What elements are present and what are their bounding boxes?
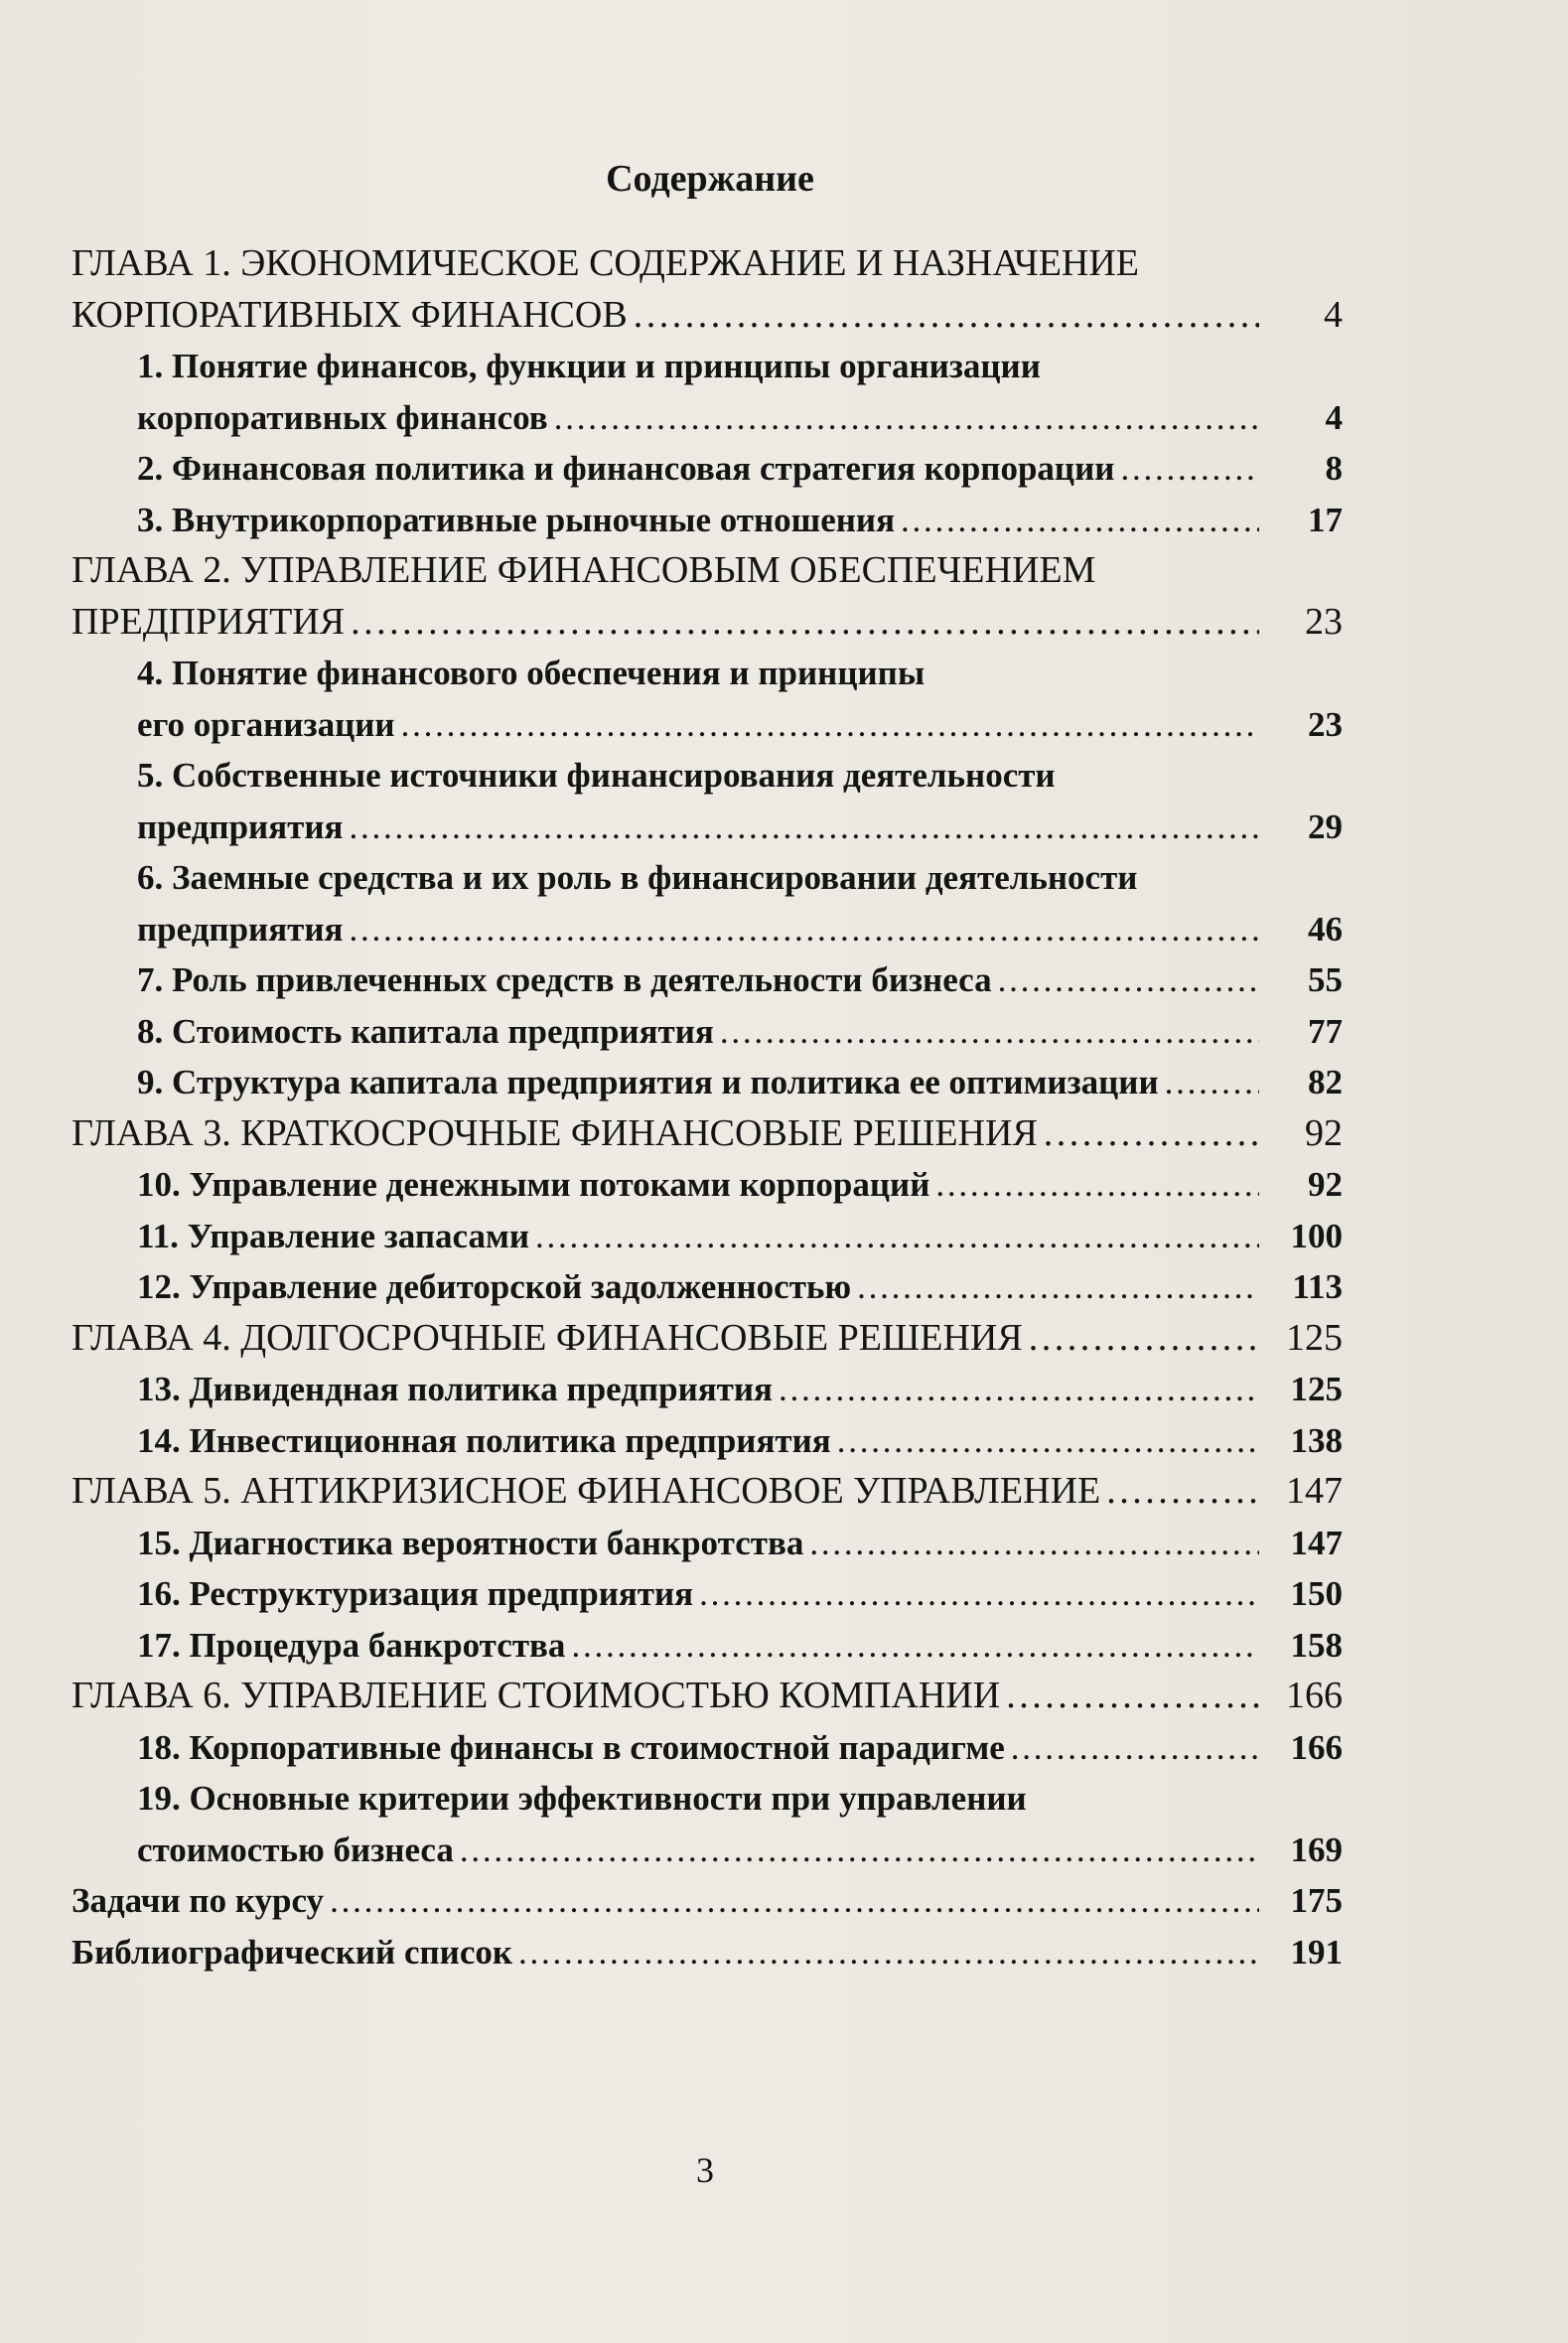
toc-section-entry[interactable]	[71, 1364, 1343, 1415]
toc-page-number: 17	[1308, 500, 1343, 539]
toc-entry-line	[71, 1875, 1343, 1927]
toc-section-entry[interactable]	[71, 1722, 1343, 1774]
toc-entry-title: 3. Внутрикорпоративные рыночные отношения	[137, 500, 896, 539]
dot-leader	[699, 1568, 1259, 1620]
dot-leader	[935, 1159, 1259, 1211]
toc-page-number: 92	[1305, 1111, 1343, 1154]
toc-entry-line	[137, 1364, 1343, 1415]
toc-entry-line	[71, 597, 1343, 649]
page-number: 3	[696, 2150, 714, 2190]
dot-leader	[901, 495, 1259, 546]
toc-entry-title: ПРЕДПРИЯТИЯ	[71, 600, 346, 643]
toc-entry-title: корпоративных финансов	[137, 397, 548, 437]
toc-entry-line	[71, 1671, 1343, 1722]
toc-section-entry[interactable]	[71, 495, 1343, 546]
toc-entry-title: 15. Диагностика вероятности банкротства	[137, 1523, 804, 1562]
toc-page-number: 23	[1305, 600, 1343, 643]
toc-section-entry[interactable]	[71, 1415, 1343, 1467]
toc-title: Содержание	[606, 158, 814, 200]
toc-entry-title: КОРПОРАТИВНЫХ ФИНАНСОВ	[71, 293, 628, 336]
toc-entry-title: ГЛАВА 4. ДОЛГОСРОЧНЫЕ ФИНАНСОВЫЕ РЕШЕНИЯ	[71, 1316, 1023, 1359]
dot-leader	[1120, 443, 1259, 495]
toc-page-number: 82	[1308, 1063, 1343, 1101]
toc-page-number: 77	[1308, 1011, 1343, 1051]
toc-page-number: 175	[1290, 1881, 1343, 1920]
toc-entry-title: ГЛАВА 5. АНТИКРИЗИСНОЕ ФИНАНСОВОЕ УПРАВЛЕНИЕ	[71, 1470, 1101, 1512]
toc-appendix-entry[interactable]	[71, 1875, 1343, 1927]
toc-entry-title: ГЛАВА 6. УПРАВЛЕНИЕ СТОИМОСТЬЮ КОМПАНИИ	[71, 1675, 1001, 1716]
toc-entry-title: 16. Реструктуризация предприятия	[137, 1574, 694, 1613]
toc-entry-title: стоимостью бизнеса	[137, 1830, 454, 1869]
toc-entry-line	[137, 1006, 1343, 1058]
toc-page-number: 100	[1290, 1216, 1343, 1255]
toc-entry-title: 10. Управление денежными потоками корпораций	[137, 1165, 930, 1204]
toc-entry-title-line: 6. Заемные средства и их роль в финансировании деятельности	[137, 858, 1138, 897]
toc-page-number: 158	[1290, 1625, 1343, 1665]
toc-entry-title: Задачи по курсу	[71, 1881, 325, 1920]
toc-page-number: 125	[1290, 1370, 1343, 1408]
toc-section-entry[interactable]	[71, 1773, 1343, 1875]
toc-entry-title-line: ГЛАВА 1. ЭКОНОМИЧЕСКОЕ СОДЕРЖАНИЕ И НАЗНАЧЕНИЕ	[71, 242, 1140, 284]
toc-entry-title: 18. Корпоративные финансы в стоимостной парадигме	[137, 1727, 1005, 1767]
dot-leader	[1106, 1466, 1259, 1518]
toc-entry-title: 2. Финансовая политика и финансовая стратегия корпорации	[137, 449, 1115, 488]
toc-entry-title: предприятия	[137, 806, 344, 846]
toc-entry-line	[71, 1466, 1343, 1518]
toc-entry-line	[137, 1620, 1343, 1672]
toc-entry-title-line: 4. Понятие финансового обеспечения и принципы	[137, 654, 926, 692]
toc-chapter-entry[interactable]	[71, 1671, 1343, 1722]
dot-leader	[634, 290, 1259, 342]
toc-entry-title: 12. Управление дебиторской задолженностью	[137, 1267, 852, 1306]
dot-leader	[1029, 1313, 1259, 1365]
toc-section-entry[interactable]	[71, 1620, 1343, 1672]
dot-leader	[1006, 1671, 1259, 1722]
toc-entry-line	[137, 1159, 1343, 1211]
toc-page-number: 23	[1308, 704, 1343, 744]
toc-entry-line	[71, 1927, 1343, 1978]
toc-entry-title: ГЛАВА 3. КРАТКОСРОЧНЫЕ ФИНАНСОВЫЕ РЕШЕНИЯ	[71, 1111, 1038, 1154]
table-of-contents	[71, 238, 1343, 1977]
toc-page-number: 166	[1290, 1727, 1343, 1767]
toc-entry-title: предприятия	[137, 909, 344, 949]
toc-page-number: 92	[1308, 1165, 1343, 1204]
toc-section-entry[interactable]	[71, 443, 1343, 495]
toc-entry-title-line: 5. Собственные источники финансирования деятельности	[137, 756, 1056, 795]
dot-leader	[1044, 1108, 1259, 1160]
toc-entry-line	[71, 1313, 1343, 1365]
dot-leader	[809, 1518, 1259, 1569]
toc-entry-line	[137, 699, 1343, 751]
toc-entry-title: 9. Структура капитала предприятия и политика ее оптимизации	[137, 1063, 1159, 1101]
toc-section-entry[interactable]	[71, 1159, 1343, 1211]
toc-section-entry[interactable]	[71, 852, 1343, 954]
toc-entry-title: 17. Процедура банкротства	[137, 1625, 566, 1665]
toc-entry-line	[137, 1211, 1343, 1262]
toc-entry-line	[137, 495, 1343, 546]
dot-leader	[571, 1620, 1259, 1672]
toc-entry-line	[137, 1057, 1343, 1108]
dot-leader	[1165, 1057, 1259, 1108]
dot-leader	[554, 392, 1259, 444]
toc-entry-title: его организации	[137, 704, 395, 744]
toc-section-entry[interactable]	[71, 1518, 1343, 1569]
toc-entry-line	[137, 904, 1343, 955]
toc-page-number: 147	[1286, 1470, 1343, 1512]
dot-leader	[349, 904, 1259, 955]
dot-leader	[837, 1415, 1259, 1467]
toc-page-number: 169	[1290, 1830, 1343, 1869]
toc-page-number: 147	[1290, 1523, 1343, 1562]
toc-section-entry[interactable]	[71, 954, 1343, 1006]
toc-entry-line	[137, 1415, 1343, 1467]
toc-page-number: 150	[1290, 1574, 1343, 1613]
dot-leader	[857, 1261, 1259, 1313]
toc-section-entry[interactable]	[71, 648, 1343, 750]
toc-section-entry[interactable]	[71, 1261, 1343, 1313]
toc-entry-title-line: ГЛАВА 2. УПРАВЛЕНИЕ ФИНАНСОВЫМ ОБЕСПЕЧЕНИЕМ	[71, 549, 1096, 591]
toc-entry-line	[137, 954, 1343, 1006]
toc-section-entry[interactable]	[71, 1568, 1343, 1620]
toc-entry-title: 7. Роль привлеченных средств в деятельности бизнеса	[137, 960, 992, 999]
toc-entry-line	[137, 1722, 1343, 1774]
toc-entry-line	[71, 1108, 1343, 1160]
toc-entry-line	[137, 392, 1343, 444]
toc-page-number: 46	[1308, 909, 1343, 949]
toc-section-entry[interactable]	[71, 341, 1343, 443]
toc-page-number: 138	[1290, 1420, 1343, 1460]
toc-page-number: 4	[1325, 397, 1343, 437]
dot-leader	[535, 1211, 1259, 1262]
toc-chapter-entry[interactable]	[71, 1466, 1343, 1518]
toc-chapter-entry[interactable]	[71, 1313, 1343, 1365]
toc-section-entry[interactable]	[71, 750, 1343, 852]
toc-entry-title-line: 19. Основные критерии эффективности при управлении	[137, 1779, 1027, 1818]
toc-entry-line	[137, 1518, 1343, 1569]
toc-entry-title: 11. Управление запасами	[137, 1216, 529, 1255]
dot-leader	[1011, 1722, 1259, 1774]
toc-page-number: 29	[1308, 806, 1343, 846]
toc-section-entry[interactable]	[71, 1006, 1343, 1058]
toc-section-entry[interactable]	[71, 1057, 1343, 1108]
toc-entry-line	[71, 290, 1343, 342]
toc-page-number: 191	[1290, 1932, 1343, 1972]
toc-entry-title: 13. Дивидендная политика предприятия	[137, 1370, 773, 1408]
toc-entry-line	[137, 1261, 1343, 1313]
dot-leader	[720, 1006, 1259, 1058]
toc-entry-title: 8. Стоимость капитала предприятия	[137, 1011, 714, 1051]
toc-appendix-entry[interactable]	[71, 1927, 1343, 1978]
toc-page-number: 8	[1325, 449, 1343, 488]
toc-page-number: 166	[1286, 1675, 1343, 1716]
dot-leader	[349, 802, 1259, 853]
toc-chapter-entry[interactable]	[71, 545, 1343, 648]
dot-leader	[998, 954, 1259, 1006]
toc-section-entry[interactable]	[71, 1211, 1343, 1262]
toc-entry-line	[137, 1568, 1343, 1620]
dot-leader	[401, 699, 1259, 751]
dot-leader	[518, 1927, 1259, 1978]
dot-leader	[779, 1364, 1259, 1415]
toc-entry-line	[137, 802, 1343, 853]
dot-leader	[460, 1825, 1259, 1876]
toc-page-number: 4	[1324, 293, 1343, 336]
toc-entry-title-line: 1. Понятие финансов, функции и принципы организации	[137, 347, 1041, 385]
toc-page-number: 113	[1292, 1267, 1343, 1306]
toc-entry-line	[137, 443, 1343, 495]
toc-entry-title: Библиографический список	[71, 1932, 513, 1972]
dot-leader	[330, 1875, 1259, 1927]
toc-chapter-entry[interactable]	[71, 1108, 1343, 1160]
dot-leader	[351, 597, 1259, 649]
toc-entry-line	[137, 1825, 1343, 1876]
toc-page-number: 125	[1286, 1316, 1343, 1359]
toc-entry-title: 14. Инвестиционная политика предприятия	[137, 1420, 831, 1460]
toc-chapter-entry[interactable]	[71, 238, 1343, 341]
toc-page-number: 55	[1308, 960, 1343, 999]
